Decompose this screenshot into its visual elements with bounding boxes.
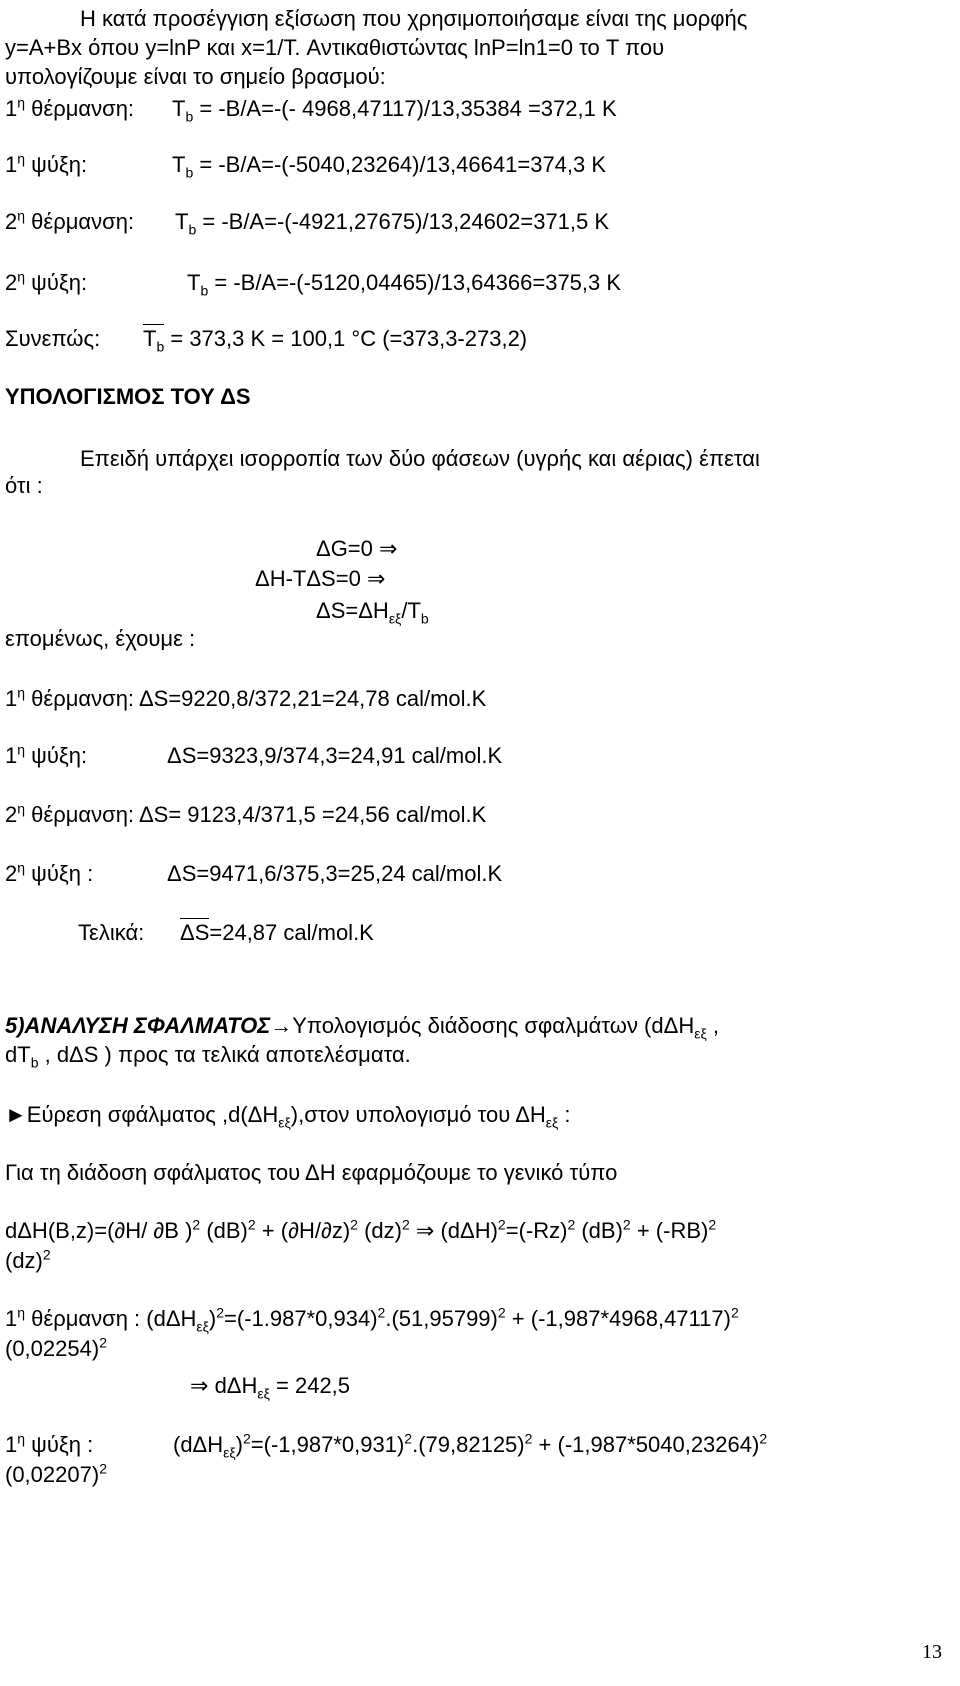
page-number: 13: [922, 1641, 942, 1663]
tb-row-2-eq: $T_b = -B/A=-(-5040,23264)/13,46641=374,3$ K: [172, 152, 607, 181]
ds-final: Τελικά: ΔS=24,87 cal/mol.K: [78, 920, 374, 945]
error-general: Για τη διάδοση σφάλματος του ΔH εφαρμόζουμε το γενικό τύπο: [5, 1160, 618, 1185]
intro-line-1: Η κατά προσέγγιση εξίσωση που χρησιμοποιήσαμε είναι της μορφής: [80, 6, 748, 31]
tb-row-1-label: $1^\eta$ θέρμανση:: [5, 94, 135, 121]
error-heading-cont: $dT_b$ , dΔS ) προς τα τελικά αποτελέσματα.: [5, 1042, 411, 1071]
error-formula-cont: (dz)$^2$: [5, 1246, 51, 1273]
error-heating-1-result: ⇒ dΔH$_{\varepsilon\xi}$ = 242,5: [190, 1373, 351, 1402]
ds-row-3: $2^\eta$ θέρμανση: ΔS= 9123,4/371,5 =24,56 cal/mol.K: [5, 800, 487, 827]
tb-row-4-label: $2^\eta$ ψύξη:: [5, 268, 88, 295]
error-cooling-1: $1^\eta$ ψύξη : $(d\Delta H_{\varepsilon\xi})^2=(-1,987*0,931)^2.(79,82125)^2 + (-1,987*5040,23264)^2$: [5, 1430, 768, 1461]
ds-eq-3: $\Delta S=\Delta H_{\varepsilon\xi}/T_b$: [316, 598, 429, 627]
right-arrow-icon: →: [270, 1013, 293, 1038]
tb-row-3-label: $2^\eta$ θέρμανση:: [5, 207, 135, 234]
ds-row-4: $2^\eta$ ψύξη : ΔS=9471,6/375,3=25,24 cal/mol.K: [5, 859, 503, 886]
ds-paragraph-1: Επειδή υπάρχει ισορροπία των δύο φάσεων (υγρής και αέριας) έπεται: [80, 446, 760, 471]
tb-row-3: [5, 207, 610, 238]
error-formula: dΔH(B,z)=(∂H/ ∂B )$^2$ $(dB)^2 + (\partial H/\partial z)^2$ (dz)$^2$ ⇒ $(d\Delta H)^2=(-Rz)^2$ $(dB)^2 + (-RB)^2$: [5, 1216, 717, 1243]
error-heating-1-cont: $(0,02254)^2$: [5, 1334, 107, 1361]
tb-summary-eq: $T_b = 373,3$ K = 100,1 °C (=373,3-273,2): [143, 326, 528, 355]
tb-row-3-eq: $T_b = -B/A=-(-4921,27675)/13,24602=371,5$ K: [175, 209, 610, 238]
tb-row-2-label: $1^\eta$ ψύξη:: [5, 150, 88, 177]
error-bullet: ►Εύρεση σφάλματος $,d(\Delta H_{\varepsilon\xi}),\sigma\tau o\nu$ υπολογισμό του $\Delta H_{\varepsilon\xi}$ :: [5, 1102, 571, 1131]
tb-row-4-eq: $T_b = -B/A=-(-5120,04465)/13,64366=375,3$ K: [187, 270, 622, 299]
error-heading: 5)ΑΝΑΛΥΣΗ ΣΦΑΛΜΑΤΟΣ→Υπολογισμός διάδοσης σφαλμάτων (dΔH$_{\varepsilon\xi}$ ,: [5, 1013, 719, 1042]
implies-arrow-icon: ⇒: [190, 1373, 209, 1398]
ds-heading: ΥΠΟΛΟΓΙΣΜΟΣ ΤΟΥ ΔS: [5, 384, 251, 409]
ds-paragraph-2: ότι :: [5, 473, 43, 498]
error-cooling-1-cont: $(0,02207)^2$: [5, 1460, 107, 1487]
tb-row-1-eq: $T_b = -B/A=-(-$ 4968,47117)/13,35384 =372,1 K: [172, 96, 617, 125]
implies-arrow-icon: ⇒: [366, 566, 386, 591]
ds-row-2: $1^\eta$ ψύξη: ΔS=9323,9/374,3=24,91 cal/mol.K: [5, 741, 503, 768]
bullet-triangle-icon: ►: [5, 1102, 27, 1127]
ds-so-label: επομένως, έχουμε :: [5, 626, 196, 651]
ds-eq-1: ΔG=0 ⇒: [316, 536, 398, 561]
error-heating-1: $1^\eta$ θέρμανση : $(d\Delta H_{\varepsilon\xi})^2=(-1.987*0,934)^2.(51,95799)^2 + (-1,987*4968,47117)^2$: [5, 1304, 739, 1335]
ds-eq-2: ΔH-TΔS=0 ⇒: [255, 566, 386, 591]
intro-line-2: y=A+Bx όπου y=lnP και x=1/T. Αντικαθιστώντας lnP=ln1=0 το T που: [5, 35, 665, 60]
tb-row-4: [5, 268, 622, 299]
tb-row-1: [5, 94, 617, 125]
tb-summary: [5, 326, 528, 355]
implies-arrow-icon: ⇒: [379, 536, 398, 561]
intro-line-3: υπολογίζουμε είναι το σημείο βρασμού:: [5, 64, 386, 89]
ds-row-1: $1^\eta$ θέρμανση: ΔS=9220,8/372,21=24,78 cal/mol.K: [5, 684, 487, 711]
tb-row-2: [5, 150, 607, 181]
tb-summary-label: Συνεπώς:: [5, 326, 101, 351]
implies-arrow-icon: ⇒: [415, 1218, 435, 1243]
